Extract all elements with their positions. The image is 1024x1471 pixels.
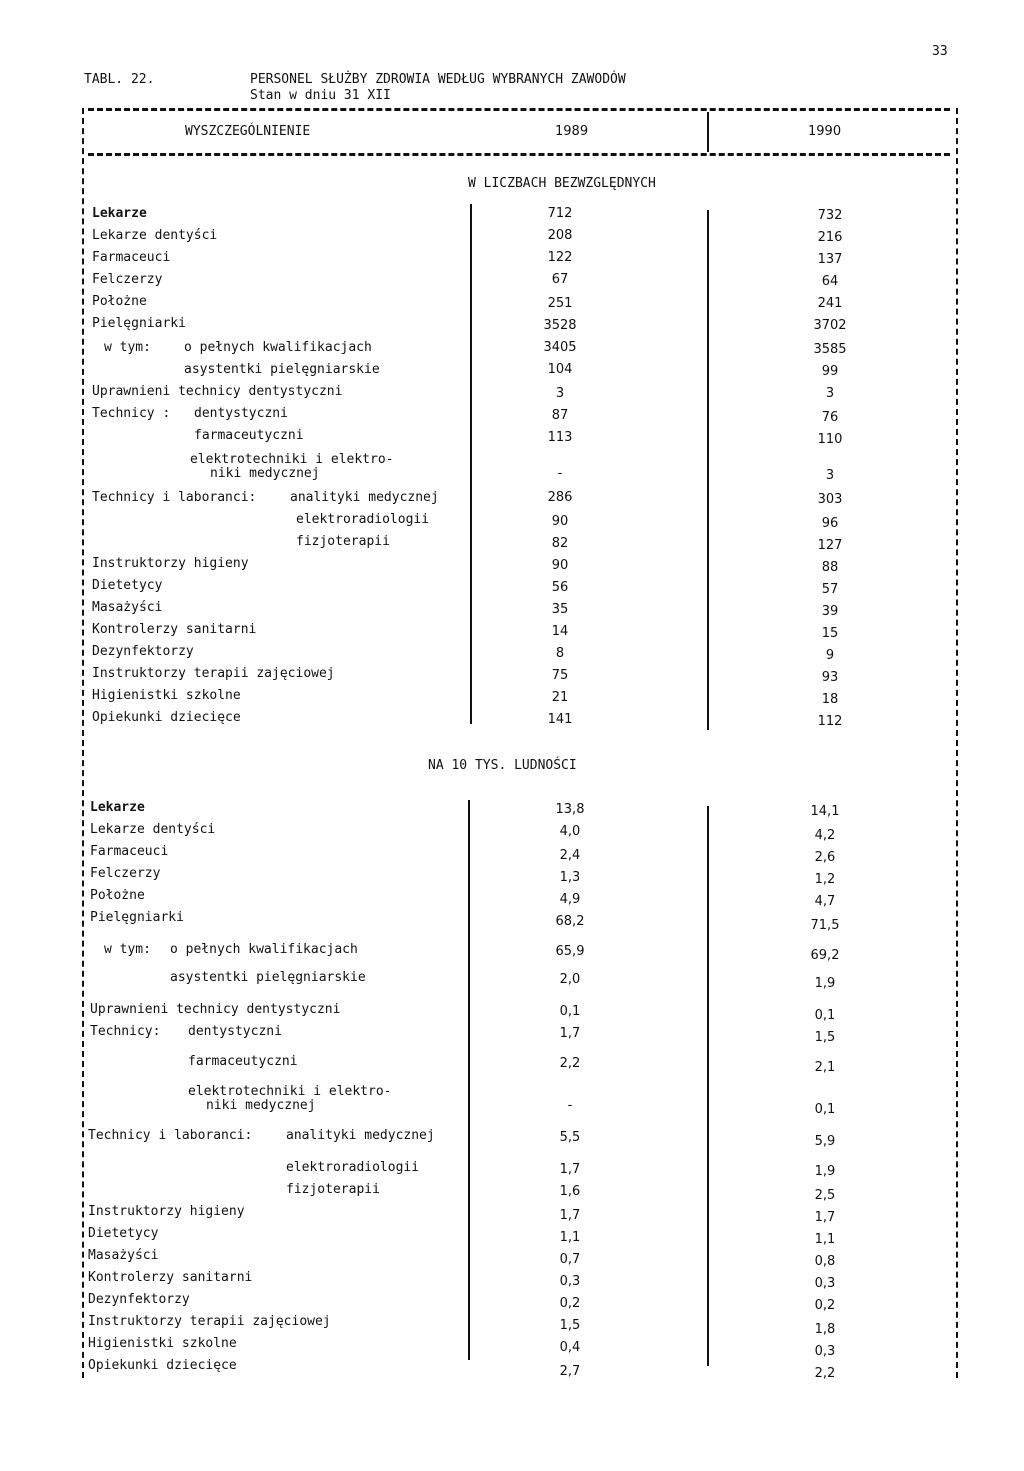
cell-1989: 90 [551,558,569,573]
row-label: fizjoterapii [286,1182,380,1197]
cell-1990: 127 [817,538,843,553]
cell-1989: 712 [547,206,573,221]
cell-1990: 15 [821,626,839,641]
cell-1990: 71,5 [810,918,840,933]
cell-1990: 0,3 [814,1276,836,1291]
cell-1990: 0,3 [814,1344,836,1359]
cell-1990: 0,1 [814,1008,836,1023]
cell-1989: 1,7 [559,1162,581,1177]
cell-1990: 112 [817,714,843,729]
row-label: analityki medycznej [290,490,439,505]
cell-1989: - [557,466,563,481]
row-label: elektroradiologii [296,512,430,527]
cell-1990: 1,7 [814,1210,836,1225]
cell-1989: 4,0 [559,824,581,839]
cell-1990: 1,8 [814,1322,836,1337]
row-label: farmaceutyczni [194,428,304,443]
cell-1989: 67 [551,272,569,287]
row-label: Lekarze [92,206,147,221]
left-border [82,108,84,1378]
cell-1990: 18 [821,692,839,707]
row-label: Pielęgniarki [90,910,184,925]
row-label: Lekarze dentyści [90,822,216,837]
col-header-1990: 1990 [808,124,842,139]
cell-1990: 1,9 [814,976,836,991]
cell-1990: 0,1 [814,1102,836,1117]
cell-1989: 82 [551,536,569,551]
row-label: o pełnych kwalifikacjach [184,340,372,355]
cell-1990: 303 [817,492,843,507]
cell-1989: 2,0 [559,972,581,987]
cell-1989: 251 [547,296,573,311]
section2-title: NA 10 TYS. LUDNOŚCI [428,758,577,773]
section2-col-rule-2 [707,806,709,1366]
row-label: elektrotechniki i elektro- [188,1084,392,1099]
cell-1989: 122 [547,250,573,265]
row-prefix: Technicy i laboranci: [92,490,257,505]
cell-1989: 3 [555,386,565,401]
cell-1990: 0,8 [814,1254,836,1269]
table-label: TABL. 22. [84,72,155,87]
cell-1989: 2,2 [559,1056,581,1071]
row-label: Farmaceuci [90,844,169,859]
cell-1989: 2,7 [559,1364,581,1379]
cell-1989: - [567,1098,573,1113]
table-title: PERSONEL SŁUŻBY ZDROWIA WEDŁUG WYBRANYCH ZAWODÓW [250,72,626,87]
cell-1990: 2,5 [814,1188,836,1203]
row-prefix: w tym: [104,340,151,355]
row-label: dentystyczni [194,406,288,421]
row-label: Lekarze dentyści [92,228,218,243]
row-label: farmaceutyczni [188,1054,298,1069]
cell-1989: 75 [551,668,569,683]
cell-1990: 1,2 [814,872,836,887]
page-number: 33 [932,44,948,59]
row-label: Instruktorzy higieny [92,556,249,571]
cell-1990: 3 [825,386,835,401]
row-label: Instruktorzy terapii zajęciowej [88,1314,331,1329]
cell-1990: 3585 [813,342,847,357]
cell-1990: 9 [825,648,835,663]
row-prefix: Technicy : [92,406,171,421]
cell-1989: 4,9 [559,892,581,907]
cell-1989: 35 [551,602,569,617]
row-label: Pielęgniarki [92,316,186,331]
cell-1990: 4,7 [814,894,836,909]
cell-1989: 1,1 [559,1230,581,1245]
cell-1990: 99 [821,364,839,379]
cell-1990: 241 [817,296,843,311]
cell-1990: 732 [817,208,843,223]
cell-1990: 69,2 [810,948,840,963]
cell-1990: 110 [817,432,843,447]
row-label: analityki medycznej [286,1128,435,1143]
cell-1989: 0,4 [559,1340,581,1355]
header-top-rule [88,108,950,111]
row-label: dentystyczni [188,1024,282,1039]
row-label: Felczerzy [90,866,161,881]
col-header-label: WYSZCZEGÓLNIENIE [185,124,311,139]
row-label: Masażyści [92,600,163,615]
cell-1989: 0,7 [559,1252,581,1267]
section1-col-rule-1 [470,204,472,724]
row-label: fizjoterapii [296,534,390,549]
row-label: Felczerzy [92,272,163,287]
cell-1989: 3528 [543,318,577,333]
cell-1990: 39 [821,604,839,619]
cell-1990: 5,9 [814,1134,836,1149]
row-label: Położne [92,294,147,309]
row-prefix: Technicy: [90,1024,161,1039]
row-label: Instruktorzy higieny [88,1204,245,1219]
cell-1990: 3702 [813,318,847,333]
cell-1989: 3405 [543,340,577,355]
cell-1990: 93 [821,670,839,685]
row-label: Lekarze [90,800,145,815]
cell-1989: 286 [547,490,573,505]
row-label: Kontrolerzy sanitarni [88,1270,253,1285]
cell-1989: 68,2 [555,914,585,929]
row-prefix: Technicy i laboranci: [88,1128,253,1143]
row-label: Dezynfektorzy [92,644,194,659]
cell-1989: 1,7 [559,1026,581,1041]
cell-1989: 65,9 [555,944,585,959]
row-label: asystentki pielęgniarskie [170,970,366,985]
cell-1989: 87 [551,408,569,423]
row-label: Farmaceuci [92,250,171,265]
cell-1990: 64 [821,274,839,289]
cell-1989: 1,6 [559,1184,581,1199]
row-label: Kontrolerzy sanitarni [92,622,257,637]
row-label: Masażyści [88,1248,159,1263]
cell-1990: 96 [821,516,839,531]
col-header-1989: 1989 [555,124,589,139]
cell-1990: 1,9 [814,1164,836,1179]
cell-1990: 2,6 [814,850,836,865]
row-label-cont: niki medycznej [206,1098,316,1113]
cell-1990: 137 [817,252,843,267]
cell-1990: 88 [821,560,839,575]
row-label: Dezynfektorzy [88,1292,190,1307]
section2-col-rule-1 [468,800,470,1360]
cell-1990: 3 [825,468,835,483]
cell-1989: 1,3 [559,870,581,885]
cell-1989: 141 [547,712,573,727]
right-border [956,108,958,1378]
row-label: Higienistki szkolne [92,688,241,703]
row-label: Instruktorzy terapii zajęciowej [92,666,335,681]
section1-title: W LICZBACH BEZWZGLĘDNYCH [468,176,656,191]
cell-1990: 57 [821,582,839,597]
row-label: Uprawnieni technicy dentystyczni [92,384,343,399]
row-label: asystentki pielęgniarskie [184,362,380,377]
row-label: Dietetycy [88,1226,159,1241]
cell-1989: 104 [547,362,573,377]
cell-1990: 14,1 [810,804,840,819]
cell-1989: 0,1 [559,1004,581,1019]
cell-1990: 216 [817,230,843,245]
cell-1989: 5,5 [559,1130,581,1145]
row-label-cont: niki medycznej [210,466,320,481]
cell-1990: 0,2 [814,1298,836,1313]
cell-1989: 14 [551,624,569,639]
row-label: Higienistki szkolne [88,1336,237,1351]
row-label: Opiekunki dziecięce [92,710,241,725]
cell-1990: 1,5 [814,1030,836,1045]
row-prefix: w tym: [104,942,151,957]
cell-1989: 90 [551,514,569,529]
row-label: elektrotechniki i elektro- [190,452,394,467]
cell-1989: 0,3 [559,1274,581,1289]
row-label: Opiekunki dziecięce [88,1358,237,1373]
cell-1989: 113 [547,430,573,445]
cell-1990: 2,1 [814,1060,836,1075]
row-label: elektroradiologii [286,1160,420,1175]
row-label: Położne [90,888,145,903]
section1-col-rule-2 [707,210,709,730]
row-label: Uprawnieni technicy dentystyczni [90,1002,341,1017]
cell-1989: 1,7 [559,1208,581,1223]
cell-1989: 1,5 [559,1318,581,1333]
cell-1989: 21 [551,690,569,705]
cell-1990: 2,2 [814,1366,836,1381]
header-col-divider [707,112,709,152]
cell-1990: 4,2 [814,828,836,843]
cell-1989: 2,4 [559,848,581,863]
cell-1989: 56 [551,580,569,595]
header-bottom-rule [88,153,950,156]
cell-1990: 76 [821,410,839,425]
cell-1989: 208 [547,228,573,243]
table-subtitle: Stan w dniu 31 XII [250,88,391,103]
cell-1989: 0,2 [559,1296,581,1311]
row-label: Dietetycy [92,578,163,593]
row-label: o pełnych kwalifikacjach [170,942,358,957]
cell-1989: 8 [555,646,565,661]
cell-1989: 13,8 [555,802,585,817]
cell-1990: 1,1 [814,1232,836,1247]
